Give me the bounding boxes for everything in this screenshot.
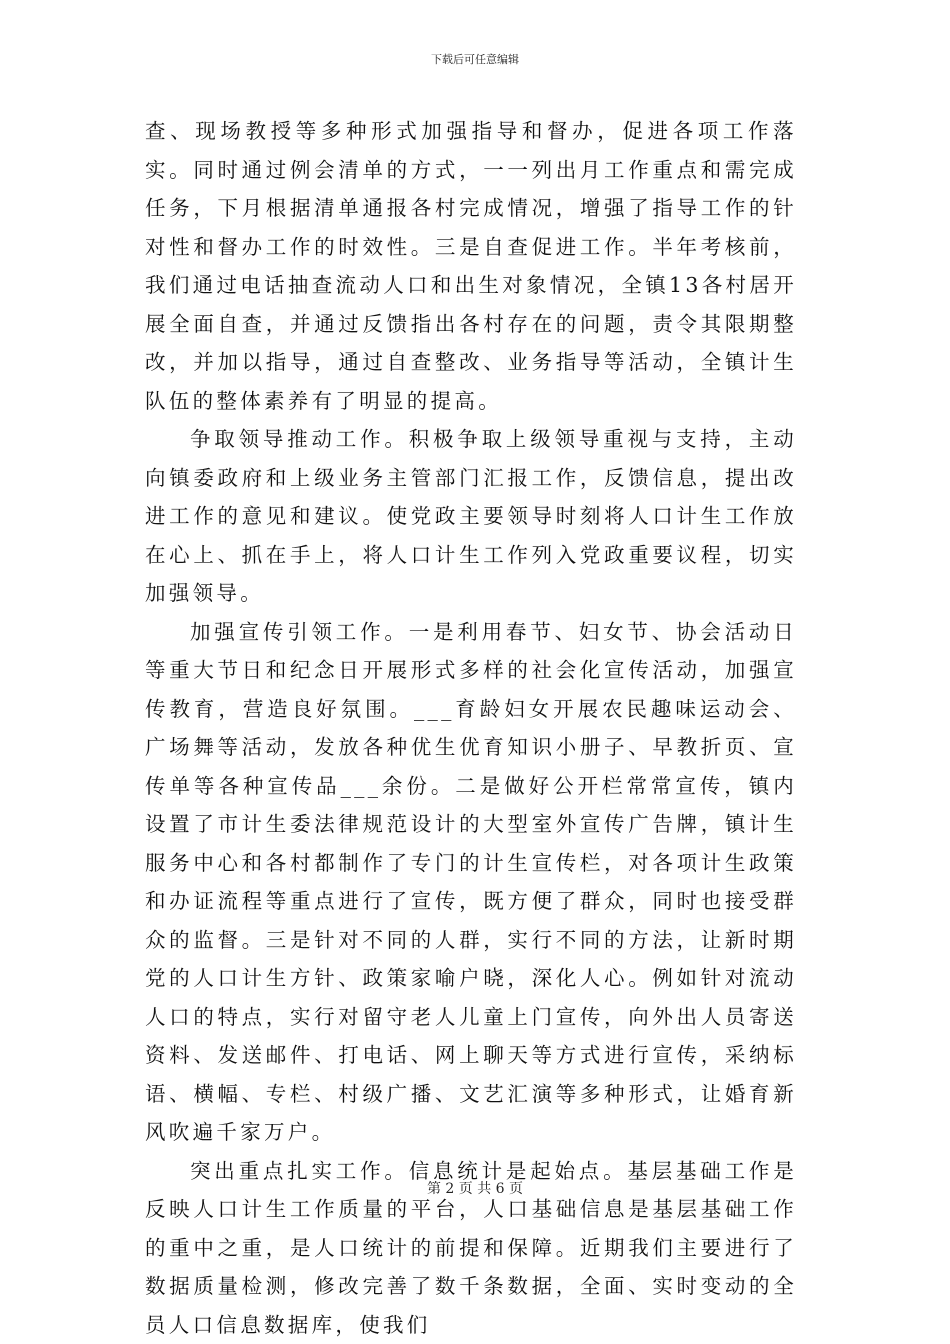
paragraph-publicity: 加强宣传引领工作。一是利用春节、妇女节、协会活动日等重大节日和纪念日开展形式多样的社会化宣传活动，加强宣传教育，营造良好氛围。___育龄妇女开展农民趣味运动会、广场舞等活动，发放各种优生优育知识小册子、早教折页、宣传单等各种宣传品___余份。二是做好公开栏常常宣传，镇内设置了市计生委法律规范设计的大型室外宣传广告牌，镇计生服务中心和各村都制作了专门的计生宣传栏，对各项计生政策和办证流程等重点进行了宣传，既方便了群众，同时也接受群众的监督。三是针对不同的人群，实行不同的方法，让新时期党的人口计生方针、政策家喻户晓，深化人心。例如针对流动人口的特点，实行对留守老人儿童上门宣传，向外出人员寄送资料、发送邮件、打电话、网上聊天等方式进行宣传，采纳标语、横幅、专栏、村级广播、文艺汇演等多种形式，让婚育新风吹遍千家万户。 <box>145 613 797 1152</box>
paragraph-leadership: 争取领导推动工作。积极争取上级领导重视与支持，主动向镇委政府和上级业务主管部门汇报工作，反馈信息，提出改进工作的意见和建议。使党政主要领导时刻将人口计生工作放在心上、抓在手上，将人口计生工作列入党政重要议程，切实加强领导。 <box>145 420 797 613</box>
paragraph-key-work: 突出重点扎实工作。信息统计是起始点。基层基础工作是反映人口计生工作质量的平台，人口基础信息是基层基础工作的重中之重，是人口统计的前提和保障。近期我们主要进行了数据质量检测，修改完善了数千条数据，全面、实时变动的全员人口信息数据库，使我们 <box>145 1152 797 1344</box>
document-body <box>145 112 797 1344</box>
page-header: 下载后可任意编辑 <box>0 53 950 67</box>
paragraph-supervision: 查、现场教授等多种形式加强指导和督办，促进各项工作落实。同时通过例会清单的方式，一一列出月工作重点和需完成任务，下月根据清单通报各村完成情况，增强了指导工作的针对性和督办工作的时效性。三是自查促进工作。半年考核前，我们通过电话抽查流动人口和出生对象情况，全镇13各村居开展全面自查，并通过反馈指出各村存在的问题，责令其限期整改，并加以指导，通过自查整改、业务指导等活动，全镇计生队伍的整体素养有了明显的提高。 <box>145 112 797 420</box>
page-number: 第 2 页 共 6 页 <box>0 1180 950 1198</box>
